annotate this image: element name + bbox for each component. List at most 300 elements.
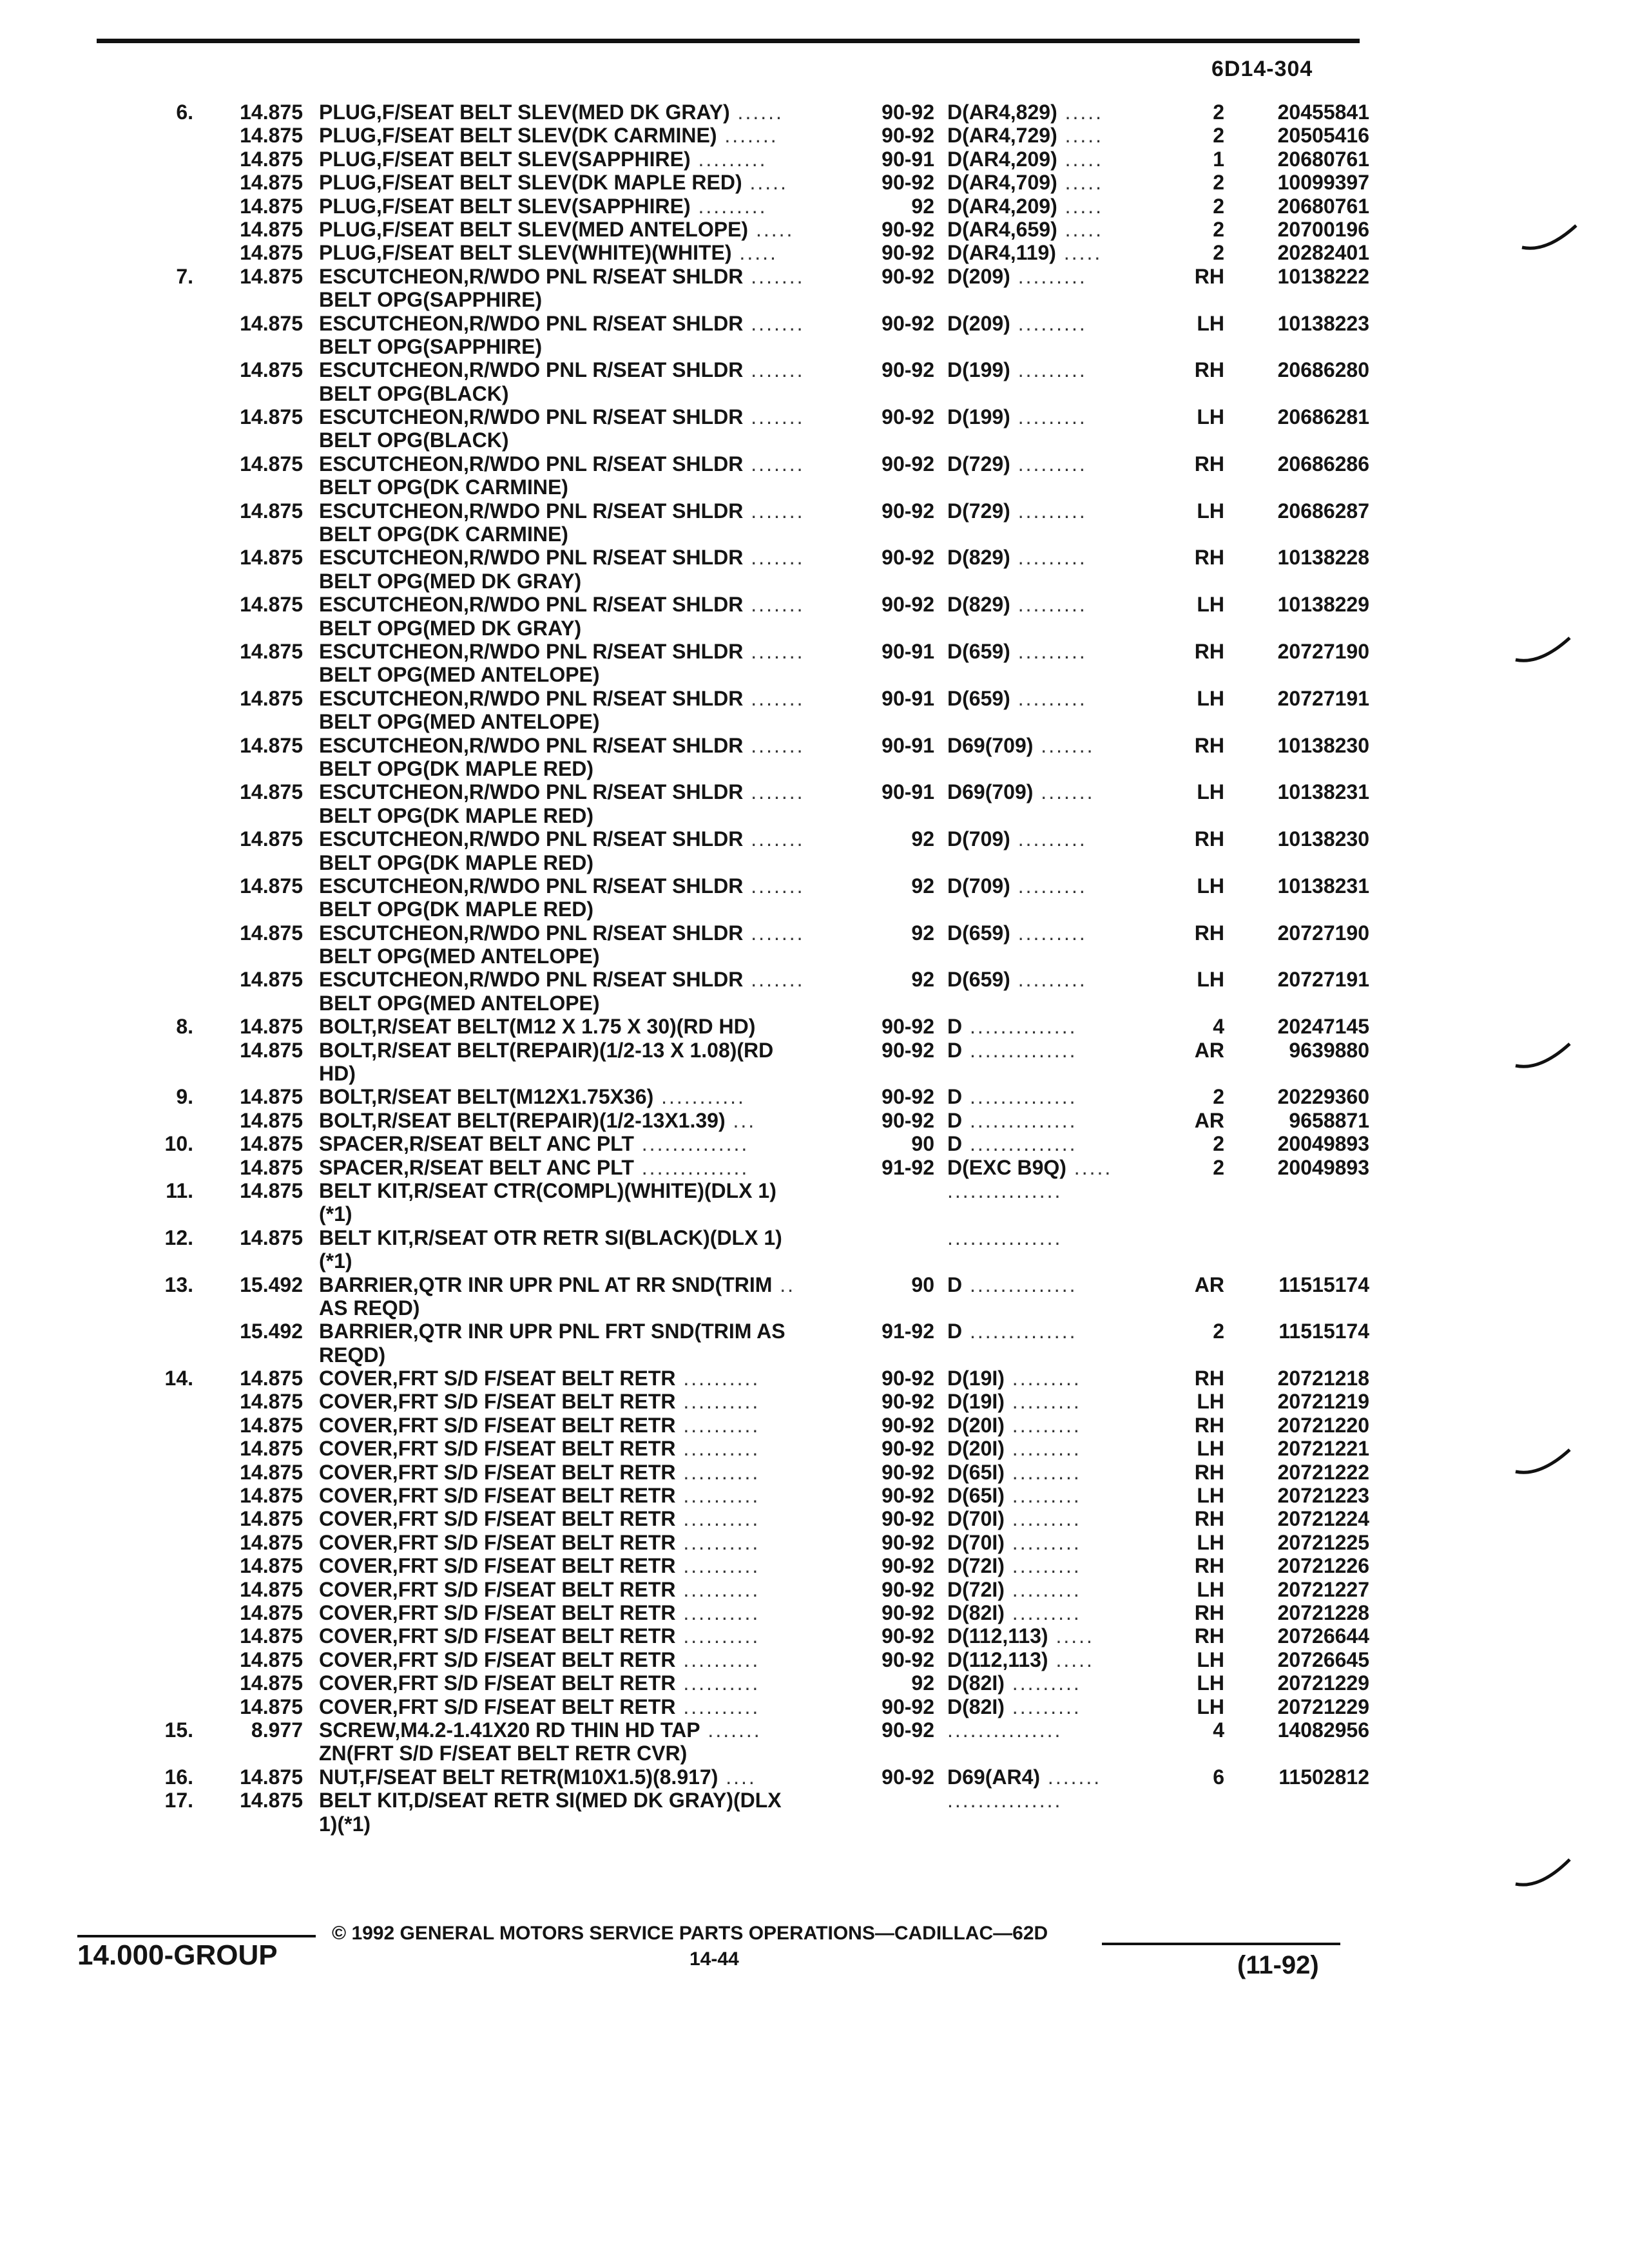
usage-code: D(82I) ......... xyxy=(947,1695,1081,1718)
part-description xyxy=(319,687,805,710)
usage-code: D69(709) ....... xyxy=(947,733,1095,757)
table-row xyxy=(0,195,1629,218)
model-years: 90-92 xyxy=(882,1695,934,1718)
part-number: 20700196 xyxy=(1277,217,1369,241)
usage-code: D(72I) ......... xyxy=(947,1554,1081,1578)
part-number: 20049893 xyxy=(1277,1155,1369,1179)
table-row xyxy=(0,687,1629,710)
table-row xyxy=(0,710,1629,733)
model-years: 90-92 xyxy=(882,1038,934,1062)
leader-dots: ......... xyxy=(1010,264,1087,288)
part-description xyxy=(319,734,805,757)
table-row xyxy=(0,945,1629,968)
part-detail: ,R/WDO PNL R/SEAT SHLDR xyxy=(463,311,744,335)
part-description xyxy=(319,405,805,428)
leader-dots: ......... xyxy=(1010,968,1087,992)
group-number: 14.875 xyxy=(240,171,303,195)
group-number: 14.875 xyxy=(240,194,303,218)
part-description xyxy=(319,101,784,124)
leader-dots: ............... xyxy=(947,1718,1063,1742)
model-years: 92 xyxy=(911,921,934,945)
model-years: 90 xyxy=(911,1273,934,1296)
part-detail: ,FRT S/D F/SEAT BELT RETR xyxy=(392,1671,676,1695)
group-number: 14.875 xyxy=(240,639,303,663)
leader-dots: .......... xyxy=(675,1367,760,1390)
leader-dots: ....... xyxy=(743,733,805,757)
table-row xyxy=(0,1179,1629,1202)
model-years: 90-92 xyxy=(882,1484,934,1508)
leader-dots: ....... xyxy=(743,264,805,288)
usage-code: D(659) ......... xyxy=(947,686,1087,710)
item-number: 6. xyxy=(176,101,193,124)
group-number: 14.875 xyxy=(240,1577,303,1601)
part-detail: ,F/SEAT BELT RETR(M10X1.5)(8.917) xyxy=(359,1765,718,1789)
table-row xyxy=(0,124,1629,147)
footer-group-label: 14.000-GROUP xyxy=(77,1939,278,1971)
part-detail: BELT OPG(MED ANTELOPE) xyxy=(319,663,600,687)
part-description xyxy=(319,1226,782,1249)
table-row xyxy=(0,827,1629,850)
part-description xyxy=(319,1179,776,1202)
part-name: BARRIER xyxy=(319,1273,413,1296)
part-number: 20505416 xyxy=(1277,124,1369,148)
part-detail: (*1) xyxy=(319,1202,352,1226)
leader-dots: ....... xyxy=(743,546,805,570)
table-row xyxy=(0,1648,1629,1671)
leader-dots: .............. xyxy=(962,1085,1077,1109)
part-name: ESCUTCHEON xyxy=(319,499,464,523)
table-row xyxy=(0,523,1629,546)
part-detail: BELT OPG(MED ANTELOPE) xyxy=(319,991,600,1015)
quantity: 2 xyxy=(1213,124,1224,148)
part-description xyxy=(319,241,778,264)
table-row xyxy=(0,1601,1629,1624)
group-number: 14.875 xyxy=(240,1437,303,1461)
page-id: 6D14-304 xyxy=(1211,57,1313,81)
quantity: 1 xyxy=(1213,147,1224,171)
leader-dots: ....... xyxy=(743,968,805,992)
part-number: 20726644 xyxy=(1277,1624,1369,1648)
usage-code: D(19I) ......... xyxy=(947,1367,1081,1390)
part-detail: BELT OPG(SAPPHIRE) xyxy=(319,288,543,312)
leader-dots: ....... xyxy=(1033,780,1095,804)
model-years: 90-92 xyxy=(882,171,934,195)
part-number: 20721222 xyxy=(1277,1460,1369,1484)
part-detail: ,FRT S/D F/SEAT BELT RETR xyxy=(392,1577,676,1601)
leader-dots: ....... xyxy=(743,405,805,429)
leader-dots: ....... xyxy=(743,452,805,476)
table-row xyxy=(0,992,1629,1015)
quantity: RH xyxy=(1194,1624,1224,1648)
leader-dots: .......... xyxy=(675,1390,760,1414)
part-number: 10138222 xyxy=(1277,264,1369,288)
margin-check-mark xyxy=(1521,219,1579,258)
usage-code: D(729) ......... xyxy=(947,499,1087,523)
leader-dots: ......... xyxy=(1004,1577,1081,1601)
table-row xyxy=(0,1343,1629,1367)
part-name: COVER xyxy=(319,1367,392,1390)
table-row xyxy=(0,898,1629,921)
model-years: 90-92 xyxy=(882,1507,934,1531)
quantity: 2 xyxy=(1213,171,1224,195)
part-detail: BELT OPG(SAPPHIRE) xyxy=(319,334,543,358)
usage-code: D(659) ......... xyxy=(947,639,1087,663)
part-description xyxy=(319,1531,760,1554)
part-description xyxy=(319,1156,749,1179)
model-years: 90-92 xyxy=(882,311,934,335)
part-name: BELT KIT xyxy=(319,1225,409,1249)
model-years: 92 xyxy=(911,1671,934,1695)
usage-code: D(659) ......... xyxy=(947,968,1087,992)
table-row xyxy=(0,1624,1629,1648)
part-description xyxy=(319,499,805,523)
part-number: 20247145 xyxy=(1277,1015,1369,1039)
part-detail: ,R/SEAT OTR RETR SI(BLACK)(DLX 1) xyxy=(408,1225,782,1249)
part-number: 20229360 xyxy=(1277,1085,1369,1109)
footer-rule-left xyxy=(77,1935,316,1937)
table-row xyxy=(0,358,1629,381)
part-detail: ,FRT S/D F/SEAT BELT RETR xyxy=(392,1624,676,1648)
table-row xyxy=(0,1085,1629,1108)
leader-dots: ......... xyxy=(1010,358,1087,382)
leader-dots: ......... xyxy=(1004,1695,1081,1718)
group-number: 14.875 xyxy=(240,546,303,570)
group-number: 8.977 xyxy=(251,1718,303,1742)
usage-code: D(AR4,709) ..... xyxy=(947,171,1104,195)
quantity: LH xyxy=(1197,405,1224,429)
part-name: BOLT xyxy=(319,1108,372,1132)
quantity: 2 xyxy=(1213,194,1224,218)
quantity: 2 xyxy=(1213,101,1224,124)
part-name: SPACER xyxy=(319,1155,403,1179)
part-description xyxy=(319,195,767,218)
group-number: 14.875 xyxy=(240,733,303,757)
part-description xyxy=(319,288,542,311)
table-row xyxy=(0,1367,1629,1390)
part-number: 20727191 xyxy=(1277,686,1369,710)
part-detail: ,FRT S/D F/SEAT BELT RETR xyxy=(392,1390,676,1414)
part-detail: ,M4.2-1.41X20 RD THIN HD TAP xyxy=(394,1718,700,1742)
leader-dots: ..... xyxy=(1048,1648,1094,1671)
part-detail: ,R/WDO PNL R/SEAT SHLDR xyxy=(463,780,744,804)
part-name: PLUG xyxy=(319,147,376,171)
model-years: 90-92 xyxy=(882,1554,934,1578)
part-description xyxy=(319,1484,760,1507)
part-number: 10138231 xyxy=(1277,780,1369,804)
usage-code: D(70I) ......... xyxy=(947,1530,1081,1554)
part-number: 20727190 xyxy=(1277,921,1369,945)
part-detail: ,R/WDO PNL R/SEAT SHLDR xyxy=(463,405,744,429)
leader-dots: .......... xyxy=(675,1413,760,1437)
table-row xyxy=(0,265,1629,288)
usage-code: D(829) ......... xyxy=(947,546,1087,570)
group-number: 15.492 xyxy=(240,1273,303,1296)
model-years: 90-92 xyxy=(882,499,934,523)
part-description xyxy=(319,640,805,663)
quantity: 2 xyxy=(1213,1320,1224,1343)
quantity: RH xyxy=(1194,264,1224,288)
model-years: 90-92 xyxy=(882,1648,934,1671)
leader-dots: ....... xyxy=(743,639,805,663)
item-number: 15. xyxy=(164,1718,193,1742)
table-row xyxy=(0,617,1629,640)
part-number: 10099397 xyxy=(1277,171,1369,195)
usage-code: D(199) ......... xyxy=(947,358,1087,382)
quantity: RH xyxy=(1194,1460,1224,1484)
table-row xyxy=(0,1249,1629,1273)
leader-dots: ......... xyxy=(1004,1437,1081,1461)
leader-dots: ....... xyxy=(743,827,805,851)
part-detail: BELT OPG(MED DK GRAY) xyxy=(319,569,582,593)
table-row xyxy=(0,452,1629,476)
leader-dots: .............. xyxy=(962,1273,1077,1296)
part-description xyxy=(319,171,788,194)
leader-dots: ......... xyxy=(1010,311,1087,335)
leader-dots: .......... xyxy=(675,1648,760,1671)
table-row xyxy=(0,1578,1629,1601)
part-description xyxy=(319,921,805,945)
quantity: LH xyxy=(1197,1484,1224,1508)
table-row xyxy=(0,1437,1629,1460)
part-description xyxy=(319,1507,760,1530)
group-number: 14.875 xyxy=(240,780,303,804)
quantity: AR xyxy=(1194,1273,1224,1296)
model-years: 92 xyxy=(911,874,934,898)
part-description xyxy=(319,945,600,968)
part-number: 10138231 xyxy=(1277,874,1369,898)
model-years: 90-92 xyxy=(882,1015,934,1039)
part-name: COVER xyxy=(319,1484,392,1508)
table-row xyxy=(0,968,1629,991)
quantity: 2 xyxy=(1213,1155,1224,1179)
model-years: 90-91 xyxy=(882,147,934,171)
table-row xyxy=(0,218,1629,241)
table-row xyxy=(0,405,1629,428)
usage-code: D(AR4,209) ..... xyxy=(947,194,1104,218)
table-row xyxy=(0,1226,1629,1249)
group-number: 15.492 xyxy=(240,1320,303,1343)
table-row xyxy=(0,851,1629,874)
part-description xyxy=(319,428,508,452)
usage-code: D(829) ......... xyxy=(947,593,1087,617)
model-years: 90-91 xyxy=(882,686,934,710)
leader-dots: .............. xyxy=(962,1320,1077,1343)
quantity: LH xyxy=(1197,1390,1224,1414)
part-description xyxy=(319,593,805,616)
part-description xyxy=(319,780,805,803)
leader-dots: ....... xyxy=(743,780,805,804)
part-name: COVER xyxy=(319,1577,392,1601)
leader-dots: ..... xyxy=(1055,241,1103,265)
leader-dots: ..... xyxy=(1057,194,1104,218)
model-years: 90-91 xyxy=(882,639,934,663)
leader-dots: .......... xyxy=(675,1624,760,1648)
part-detail: ,R/SEAT BELT(M12 X 1.75 X 30)(RD HD) xyxy=(371,1015,756,1039)
usage-code: D(19I) ......... xyxy=(947,1390,1081,1414)
model-years: 90-92 xyxy=(882,358,934,382)
usage-code: D .............. xyxy=(947,1085,1077,1109)
part-detail: BELT OPG(DK MAPLE RED) xyxy=(319,803,594,827)
part-description xyxy=(319,523,568,546)
group-number: 14.875 xyxy=(240,968,303,992)
usage-code: D(AR4,829) ..... xyxy=(947,101,1104,124)
quantity: RH xyxy=(1194,1601,1224,1624)
item-number: 8. xyxy=(176,1015,193,1039)
part-number: 20721224 xyxy=(1277,1507,1369,1531)
part-description xyxy=(319,1554,760,1577)
part-detail: REQD) xyxy=(319,1343,386,1367)
model-years: 90-92 xyxy=(882,1413,934,1437)
leader-dots: .............. xyxy=(633,1132,749,1156)
part-number: 20686287 xyxy=(1277,499,1369,523)
leader-dots: ..... xyxy=(1057,101,1104,124)
model-years: 91-92 xyxy=(882,1320,934,1343)
part-description xyxy=(319,1695,760,1718)
model-years: 90-92 xyxy=(882,1765,934,1789)
leader-dots: ....... xyxy=(743,921,805,945)
table-row xyxy=(0,874,1629,898)
part-name: COVER xyxy=(319,1507,392,1531)
part-detail: ,F/SEAT BELT SLEV(DK CARMINE) xyxy=(376,124,717,148)
part-detail: ,QTR INR UPR PNL FRT SND(TRIM AS xyxy=(412,1320,786,1343)
part-number: 20721219 xyxy=(1277,1390,1369,1414)
part-detail: ,FRT S/D F/SEAT BELT RETR xyxy=(392,1460,676,1484)
part-name: BARRIER xyxy=(319,1320,413,1343)
table-row xyxy=(0,1132,1629,1155)
top-rule xyxy=(97,39,1360,43)
part-name: NUT xyxy=(319,1765,360,1789)
part-number: 20680761 xyxy=(1277,147,1369,171)
table-row xyxy=(0,101,1629,124)
leader-dots: ..... xyxy=(1057,217,1104,241)
model-years: 90-92 xyxy=(882,1530,934,1554)
item-number: 13. xyxy=(164,1273,193,1296)
table-row xyxy=(0,734,1629,757)
part-number: 20727190 xyxy=(1277,639,1369,663)
quantity: RH xyxy=(1194,827,1224,851)
leader-dots: .............. xyxy=(962,1038,1077,1062)
part-description xyxy=(319,1390,760,1413)
model-years: 90-92 xyxy=(882,405,934,429)
usage-code xyxy=(947,1789,1062,1812)
part-detail: ,R/WDO PNL R/SEAT SHLDR xyxy=(463,499,744,523)
part-name: COVER xyxy=(319,1530,392,1554)
group-number: 14.875 xyxy=(240,827,303,851)
group-number: 14.875 xyxy=(240,1015,303,1039)
quantity: RH xyxy=(1194,546,1224,570)
table-row xyxy=(0,171,1629,194)
leader-dots: ......... xyxy=(1010,593,1087,617)
model-years: 92 xyxy=(911,194,934,218)
part-number: 20721229 xyxy=(1277,1671,1369,1695)
part-description xyxy=(319,218,794,241)
table-row xyxy=(0,1507,1629,1530)
quantity: AR xyxy=(1194,1108,1224,1132)
group-number: 14.875 xyxy=(240,1484,303,1508)
quantity: RH xyxy=(1194,1554,1224,1578)
leader-dots: .............. xyxy=(962,1015,1077,1039)
part-detail: ,FRT S/D F/SEAT BELT RETR xyxy=(392,1554,676,1578)
usage-code: D69(AR4) ....... xyxy=(947,1765,1102,1789)
part-description xyxy=(319,898,593,921)
leader-dots: ... xyxy=(725,1108,757,1132)
part-detail: BELT OPG(BLACK) xyxy=(319,428,509,452)
part-number: 20727191 xyxy=(1277,968,1369,992)
table-row xyxy=(0,335,1629,358)
part-description xyxy=(319,710,600,733)
part-description xyxy=(319,1062,356,1085)
part-number: 20686280 xyxy=(1277,358,1369,382)
part-number: 9658871 xyxy=(1289,1108,1369,1132)
model-years: 90-92 xyxy=(882,1577,934,1601)
part-name: ESCUTCHEON xyxy=(319,593,464,617)
leader-dots: .... xyxy=(718,1765,757,1789)
usage-code: D(65I) ......... xyxy=(947,1460,1081,1484)
group-number: 14.875 xyxy=(240,1624,303,1648)
quantity: RH xyxy=(1194,1367,1224,1390)
part-detail: ,FRT S/D F/SEAT BELT RETR xyxy=(392,1367,676,1390)
group-number: 14.875 xyxy=(240,1507,303,1531)
quantity: RH xyxy=(1194,358,1224,382)
part-detail: ,R/WDO PNL R/SEAT SHLDR xyxy=(463,264,744,288)
part-number: 20721229 xyxy=(1277,1695,1369,1718)
part-detail: ,FRT S/D F/SEAT BELT RETR xyxy=(392,1695,676,1718)
part-detail: ,R/WDO PNL R/SEAT SHLDR xyxy=(463,968,744,992)
model-years: 90-92 xyxy=(882,1460,934,1484)
part-description xyxy=(319,1367,760,1390)
part-number: 20721227 xyxy=(1277,1577,1369,1601)
usage-code: D(709) ......... xyxy=(947,827,1087,851)
part-detail: ,F/SEAT BELT SLEV(DK MAPLE RED) xyxy=(376,171,742,195)
usage-code: D(AR4,659) ..... xyxy=(947,217,1104,241)
part-detail: BELT OPG(DK MAPLE RED) xyxy=(319,850,594,874)
model-years: 90 xyxy=(911,1132,934,1156)
table-row xyxy=(0,1296,1629,1320)
part-number: 20455841 xyxy=(1277,101,1369,124)
leader-dots: ............... xyxy=(947,1178,1063,1202)
model-years: 90-92 xyxy=(882,241,934,265)
leader-dots: ......... xyxy=(1010,499,1087,523)
part-description xyxy=(319,617,581,640)
leader-dots: ......... xyxy=(690,147,767,171)
part-detail: ,R/WDO PNL R/SEAT SHLDR xyxy=(463,593,744,617)
part-detail: BELT OPG(DK MAPLE RED) xyxy=(319,898,594,921)
part-name: COVER xyxy=(319,1601,392,1624)
group-number: 14.875 xyxy=(240,124,303,148)
part-number: 9639880 xyxy=(1289,1038,1369,1062)
table-row xyxy=(0,593,1629,616)
part-detail: BELT OPG(DK CARMINE) xyxy=(319,476,568,499)
part-number: 14082956 xyxy=(1277,1718,1369,1742)
part-number: 10138230 xyxy=(1277,733,1369,757)
model-years: 90-92 xyxy=(882,1085,934,1109)
leader-dots: ......... xyxy=(1004,1367,1081,1390)
part-detail: ,F/SEAT BELT SLEV(SAPPHIRE) xyxy=(376,194,691,218)
item-number: 16. xyxy=(164,1765,193,1789)
table-row xyxy=(0,148,1629,171)
part-name: BOLT xyxy=(319,1038,372,1062)
part-number: 20680761 xyxy=(1277,194,1369,218)
part-detail: ,D/SEAT RETR SI(MED DK GRAY)(DLX xyxy=(408,1789,782,1812)
table-row xyxy=(0,288,1629,311)
leader-dots: .......... xyxy=(675,1437,760,1461)
table-row xyxy=(0,757,1629,780)
usage-code: D(EXC B9Q) ..... xyxy=(947,1155,1113,1179)
part-description xyxy=(319,1601,760,1624)
part-description xyxy=(319,1249,352,1273)
group-number: 14.875 xyxy=(240,1601,303,1624)
table-row xyxy=(0,1273,1629,1296)
